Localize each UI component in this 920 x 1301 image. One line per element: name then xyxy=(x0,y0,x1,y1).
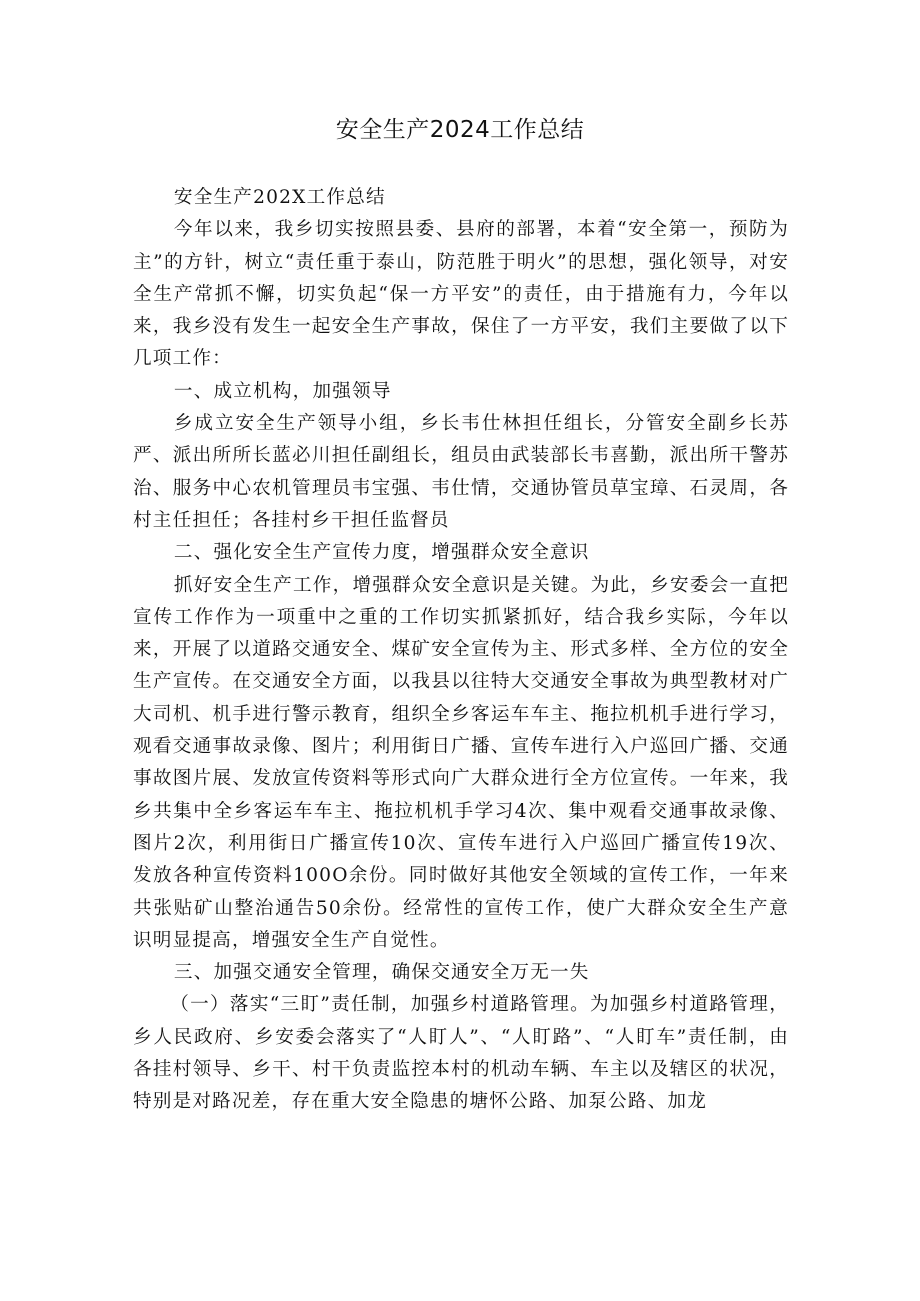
document-body xyxy=(133,182,789,1119)
paragraph-section-3-1: （一）落实“三盯”责任制，加强乡村道路管理。为加强乡村道路管理，乡人民政府、乡安委会落实了“人盯人”、“人盯路”、“人盯车”责任制，由各挂村领导、乡干、村干负责监控本村的机动车辆、车主以及辖区的状况，特别是对路况差，存在重大安全隐患的塘怀公路、加泵公路、加龙 xyxy=(133,994,789,1113)
paragraph-intro: 今年以来，我乡切实按照县委、县府的部署，本着“安全第一，预防为主”的方针，树立“责任重于泰山，防范胜于明火”的思想，强化领导，对安全生产常抓不懈，切实负起“保一方平安”的责任，由于措施有力，今年以来，我乡没有发生一起安全生产事故，保住了一方平安，我们主要做了以下几项工作： xyxy=(133,219,789,370)
section-heading-3: 三、加强交通安全管理，确保交通安全万无一失 xyxy=(173,962,590,984)
document-title: 安全生产2024工作总结 xyxy=(335,117,585,143)
section-heading-2: 二、强化安全生产宣传力度，增强群众安全意识 xyxy=(173,542,590,564)
paragraph-section-2: 抓好安全生产工作，增强群众安全意识是关键。为此，乡安委会一直把宣传工作作为一项重中之重的工作切实抓紧抓好，结合我乡实际，今年以来，开展了以道路交通安全、煤矿安全宣传为主、形式多样、全方位的安全生产宣传。在交通安全方面，以我县以往特大交通安全事故为典型教材对广大司机、机手进行警示教育，组织全乡客运车车主、拖拉机机手进行学习，观看交通事故录像、图片；利用街日广播、宣传车进行入户巡回广播、交通事故图片展、发放宣传资料等形式向广大群众进行全方位宣传。一年来，我乡共集中全乡客运车车主、拖拉机机手学习4次、集中观看交通事故录像、图片2次，利用街日广播宣传10次、宣传车进行入户巡回广播宣传19次、发放各种宣传资料100O余份。同时做好其他安全领域的宣传工作，一年来共张贴矿山整治通告50余份。经常性的宣传工作，使广大群众安全生产意识明显提高，增强安全生产自觉性。 xyxy=(133,574,789,951)
section-heading-1: 一、成立机构，加强领导 xyxy=(173,380,392,402)
document-subtitle: 安全生产202X工作总结 xyxy=(173,187,386,208)
paragraph-section-1: 乡成立安全生产领导小组，乡长韦仕林担任组长，分管安全副乡长苏严、派出所所长蓝必川担任副组长，组员由武装部长韦喜勤，派出所干警苏治、服务中心农机管理员韦宝强、韦仕情，交通协管员草宝璋、石灵周，各村主任担任；各挂村乡干担任监督员 xyxy=(133,413,789,531)
